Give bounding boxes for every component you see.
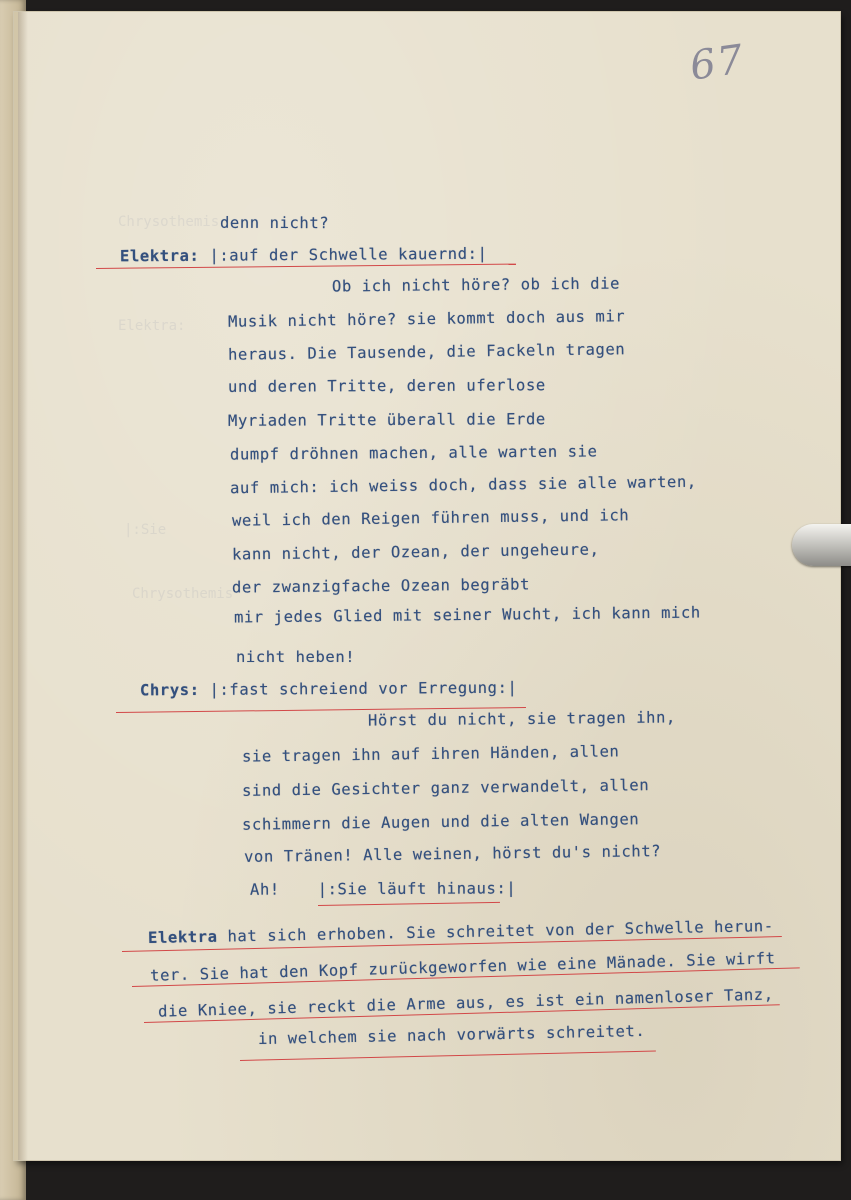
ghost-line: Elektra: <box>118 318 186 334</box>
text-line: von Tränen! Alle weinen, hörst du's nicht? <box>243 842 662 866</box>
text-line: kann nicht, der Ozean, der ungeheure, <box>231 540 600 564</box>
text-line: mir jedes Glied mit seiner Wucht, ich kann mich <box>233 603 701 627</box>
stage-direction: |:Sie läuft hinaus:| <box>317 879 517 899</box>
closing-direction-line: ter. Sie hat den Kopf zurückgeworfen wie eine Mänade. Sie wirft <box>149 949 776 985</box>
stage-direction: hat sich erhoben. Sie schreitet von der Schwelle herun- <box>227 916 774 946</box>
stage-direction-line <box>140 679 518 700</box>
text-line: der zwanzigfache Ozean begräbt <box>231 575 531 597</box>
stage-direction: |:fast schreiend vor Erregung:| <box>209 678 518 699</box>
stage-direction-line <box>120 245 488 266</box>
binding-shadow <box>18 12 28 1160</box>
ghost-line: Chrysothemis <box>118 214 220 230</box>
folio-number: 67 <box>687 36 748 90</box>
ghost-line: |:Sie <box>124 522 167 538</box>
closing-direction-line: die Kniee, sie reckt die Arme aus, es ist ein namenloser Tanz, <box>157 985 774 1021</box>
closing-direction-line: in welchem sie nach vorwärts schreitet. <box>257 1021 646 1049</box>
speaker-label: Elektra: <box>119 246 200 266</box>
text-line: Ob ich nicht höre? ob ich die <box>331 274 621 296</box>
text-line: heraus. Die Tausende, die Fackeln tragen <box>227 340 626 364</box>
text-line: sind die Gesichter ganz verwandelt, allen <box>241 776 650 800</box>
text-line: Hörst du nicht, sie tragen ihn, <box>367 708 676 730</box>
speaker-label: Chrys: <box>139 680 200 700</box>
text-line: schimmern die Augen und die alten Wangen <box>241 810 640 834</box>
text-line: weil ich den Reigen führen muss, und ich <box>231 506 630 530</box>
text-line: nicht heben! <box>236 648 356 666</box>
text-line: dumpf dröhnen machen, alle warten sie <box>229 442 598 464</box>
speaker-label: Elektra <box>147 927 218 948</box>
paper-clip-icon <box>792 524 851 566</box>
interjection: Ah! <box>249 880 280 899</box>
ghost-line: Chrysothemis <box>132 586 234 602</box>
stage-direction-line <box>250 879 516 898</box>
text-line: Myriaden Tritte überall die Erde <box>227 410 546 430</box>
text-line: und deren Tritte, deren uferlose <box>227 376 546 396</box>
stage-direction: |:auf der Schwelle kauernd:| <box>209 244 488 265</box>
text-line: auf mich: ich weiss doch, dass sie alle warten, <box>229 472 697 498</box>
text-line: denn nicht? <box>219 213 330 233</box>
text-line: sie tragen ihn auf ihren Händen, allen <box>241 742 620 766</box>
text-line: Musik nicht höre? sie kommt doch aus mir <box>227 307 626 331</box>
